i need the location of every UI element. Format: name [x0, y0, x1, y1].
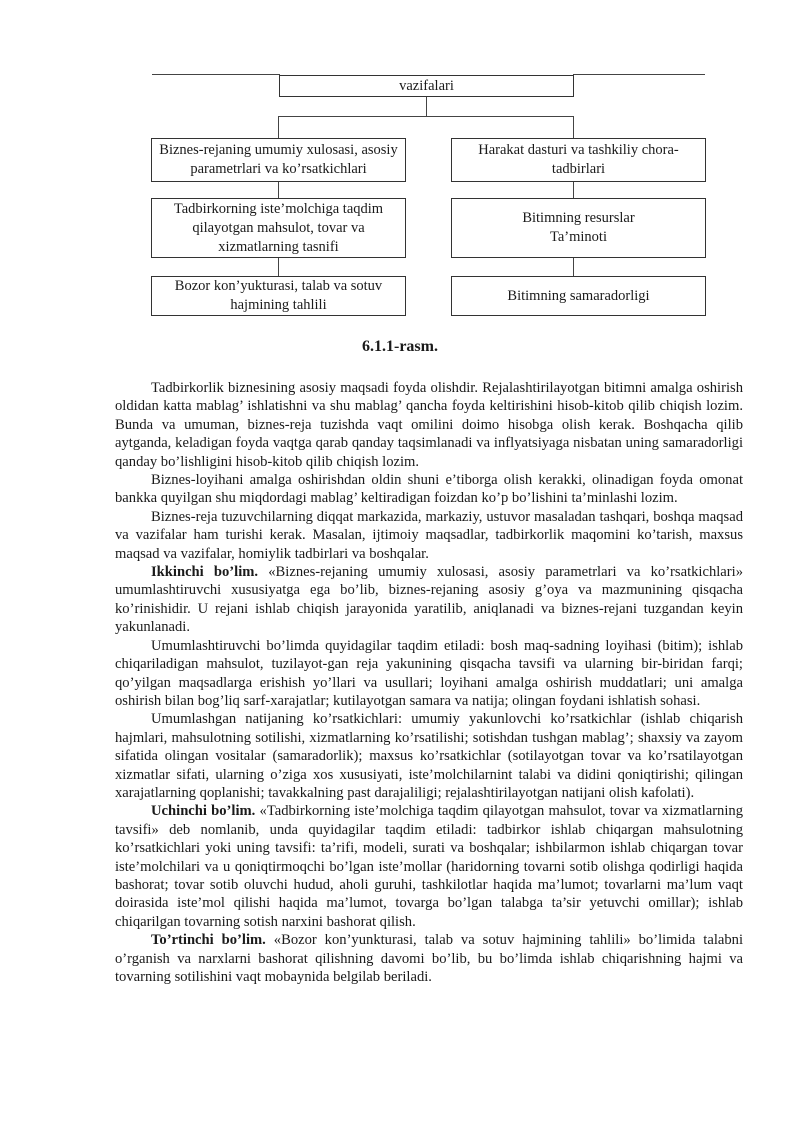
paragraph-section-4: To’rtinchi bo’lim. «Bozor kon’yunkturasi, talab va sotuv hajmining tahlili» bo’limida talabni o’rganish va narxlarni bashorat qilishning davomi bo’lib, bu bo’limda ishlab chiqarishning hajmi va tovarning sotilishini vaqt mobaynida belgilab beriladi. [115, 932, 744, 985]
structure-diagram [0, 0, 800, 330]
diagram-top-box: vazifalari [279, 75, 574, 97]
paragraph: Umumlashtiruvchi bo’limda quyidagilar taqdim etiladi: bosh maq-sadning loyihasi (bitim); ishlab chiqariladigan mahsulot, tuzilayot-gan reja yakunining qisqacha tavsifi va ularning bir-biridan farqi; qo’yilgan maqsadlarga erishish yo’llari va usullari; loyihani amalga oshirish muddatlari; uni amalga oshirish bilan bog’liq sarf-xarajatlar; kutilayotgan samara va natija; olingan foydani ishlatish sohasi. [115, 637, 743, 709]
connector-branch-horizontal [278, 116, 573, 117]
paragraph: Biznes-loyihani amalga oshirishdan oldin shuni e’tiborga olish kerakki, olinadigan foyda omonat bankka quyilgan shu miqdordagi mablag’ keltiradigan foizdan ko’p bo’lishini ta’minlashi lozim. [115, 472, 743, 507]
paragraph: Umumlashgan natijaning ko’rsatkichlari: umumiy yakunlovchi ko’rsatkichlar (ishlab chiqarish hajmlari, mahsulotning sotilishi, xizmatlarning ko’rsatilishi; sotishdan tushgan mablag’; shaxsiy va zayom sifatida olingan vositalar (samaradorlik); maxsus ko’rsatkichlar (sotilayotgan tovar va ko’rsatilayotgan xizmatlar sifati, ularning o’ziga xos xususiyati, iste’molchilarnint talabi va didini qoniqtirishi; qilingan xarajatlarning qoplanishi; tavakkalning past darajaliligi; rejalashtirilayotgan natijani olish kafolati). [115, 711, 743, 801]
diagram-left-box-1: Biznes-rejaning umumiy xulosasi, asosiy parametrlari va ko’rsatkichlari [151, 138, 406, 182]
diagram-right-box-2: Bitimning resurslar Ta’minoti [451, 198, 706, 258]
paragraph: Biznes-reja tuzuvchilarning diqqat markazida, markaziy, ustuvor masaladan tashqari, boshqa maqsad va vazifalar ham turishi kerak. Masalan, ijtimoiy maqsadlar, tadbirkorlik maqomini ko’tarish, maxsus maqsad va vazifalar, homiylik tadbirlari va boshqalar. [115, 508, 743, 562]
paragraph-section-2: Ikkinchi bo’lim. «Biznes-rejaning umumiy xulosasi, asosiy parametrlari va ko’rsatkichlari» umumlashtiruvchi xususiyatga ega bo’lib, biznes-rejaning asosiy g’oya va mazmunining qisqacha ko’rinishidir. U rejani ishlab chiqish jarayonida yaratilib, aniqlanadi va biznes-rejani tuzgandan keyin yakunlanadi. [115, 564, 743, 636]
paragraph: Tadbirkorlik biznesining asosiy maqsadi foyda olishdir. Rejalashtirilayotgan bitimni amalga oshirish oldidan katta mablag’ ishlatishni va shu mablag’ qancha foyda keltirishini hisob-kitob qilib chiqish lozim. Bunda va umuman, biznes-reja tuzishda vaqt omilini doimo hisobga olish kerak. Boshqacha qilib aytganda, keladigan foyda vaqtga qarab qanday taqsimlanadi va inflyatsiyaga nisbatan uning samaradorligi qanday bo’lishligini hisob-kitob qilib chiqish lozim. [115, 380, 743, 470]
paragraph-section-3: Uchinchi bo’lim. «Tadbirkorning iste’molchiga taqdim qilayotgan mahsulot, tovar va xizmatlarning tavsifi» deb nomlanib, unda quyidagilar taqdim etiladi: tadbirkor ishlab chiqargan mahsulotning ko’rsatkichlari yoki uning tavsifi: ta’rifi, modeli, surati va boshqalar; ishbilarmon ishlab chiqargan tovar iste’molchilari va u qoniqtirmoqchi bo’lgan iste’mollar (haridorning tovarni sotib olishga qodirligi haqida bashorat; tovar sotib oluvchi hudud, aholi guruhi, tashkilotlar haqida ma’lumot; tovarlarni ma’lum vaqt doirasida iste’mol qilishi haqida ma’lumot, tovarga bo’lgan talabga ta’sir yetuvchi omillar); ishlab chiqarilgan tovarning sotish narxini bashorat qilish. [115, 803, 744, 930]
body-text [115, 379, 743, 986]
section-heading: Ikkinchi bo’lim. [151, 564, 259, 581]
diagram-left-box-2: Tadbirkorning iste’molchiga taqdim qilayotgan mahsulot, tovar va xizmatlarning tasnifi [151, 198, 406, 258]
section-heading: Uchinchi bo’lim. [151, 803, 256, 820]
diagram-right-box-3: Bitimning samaradorligi [451, 276, 706, 316]
top-rule-left [152, 74, 280, 75]
connector-right-2-3 [573, 258, 574, 276]
connector-left-1-2 [278, 182, 279, 198]
connector-right-drop [573, 116, 574, 138]
connector-top-vertical [426, 97, 427, 117]
connector-right-1-2 [573, 182, 574, 198]
section-heading: To’rtinchi bo’lim. [151, 932, 266, 949]
diagram-left-box-3: Bozor kon’yukturasi, talab va sotuv hajmining tahlili [151, 276, 406, 316]
top-rule-right [573, 74, 705, 75]
connector-left-2-3 [278, 258, 279, 276]
diagram-right-box-1: Harakat dasturi va tashkiliy chora-tadbirlari [451, 138, 706, 182]
figure-caption: 6.1.1-rasm. [362, 338, 438, 355]
connector-left-drop [278, 116, 279, 138]
